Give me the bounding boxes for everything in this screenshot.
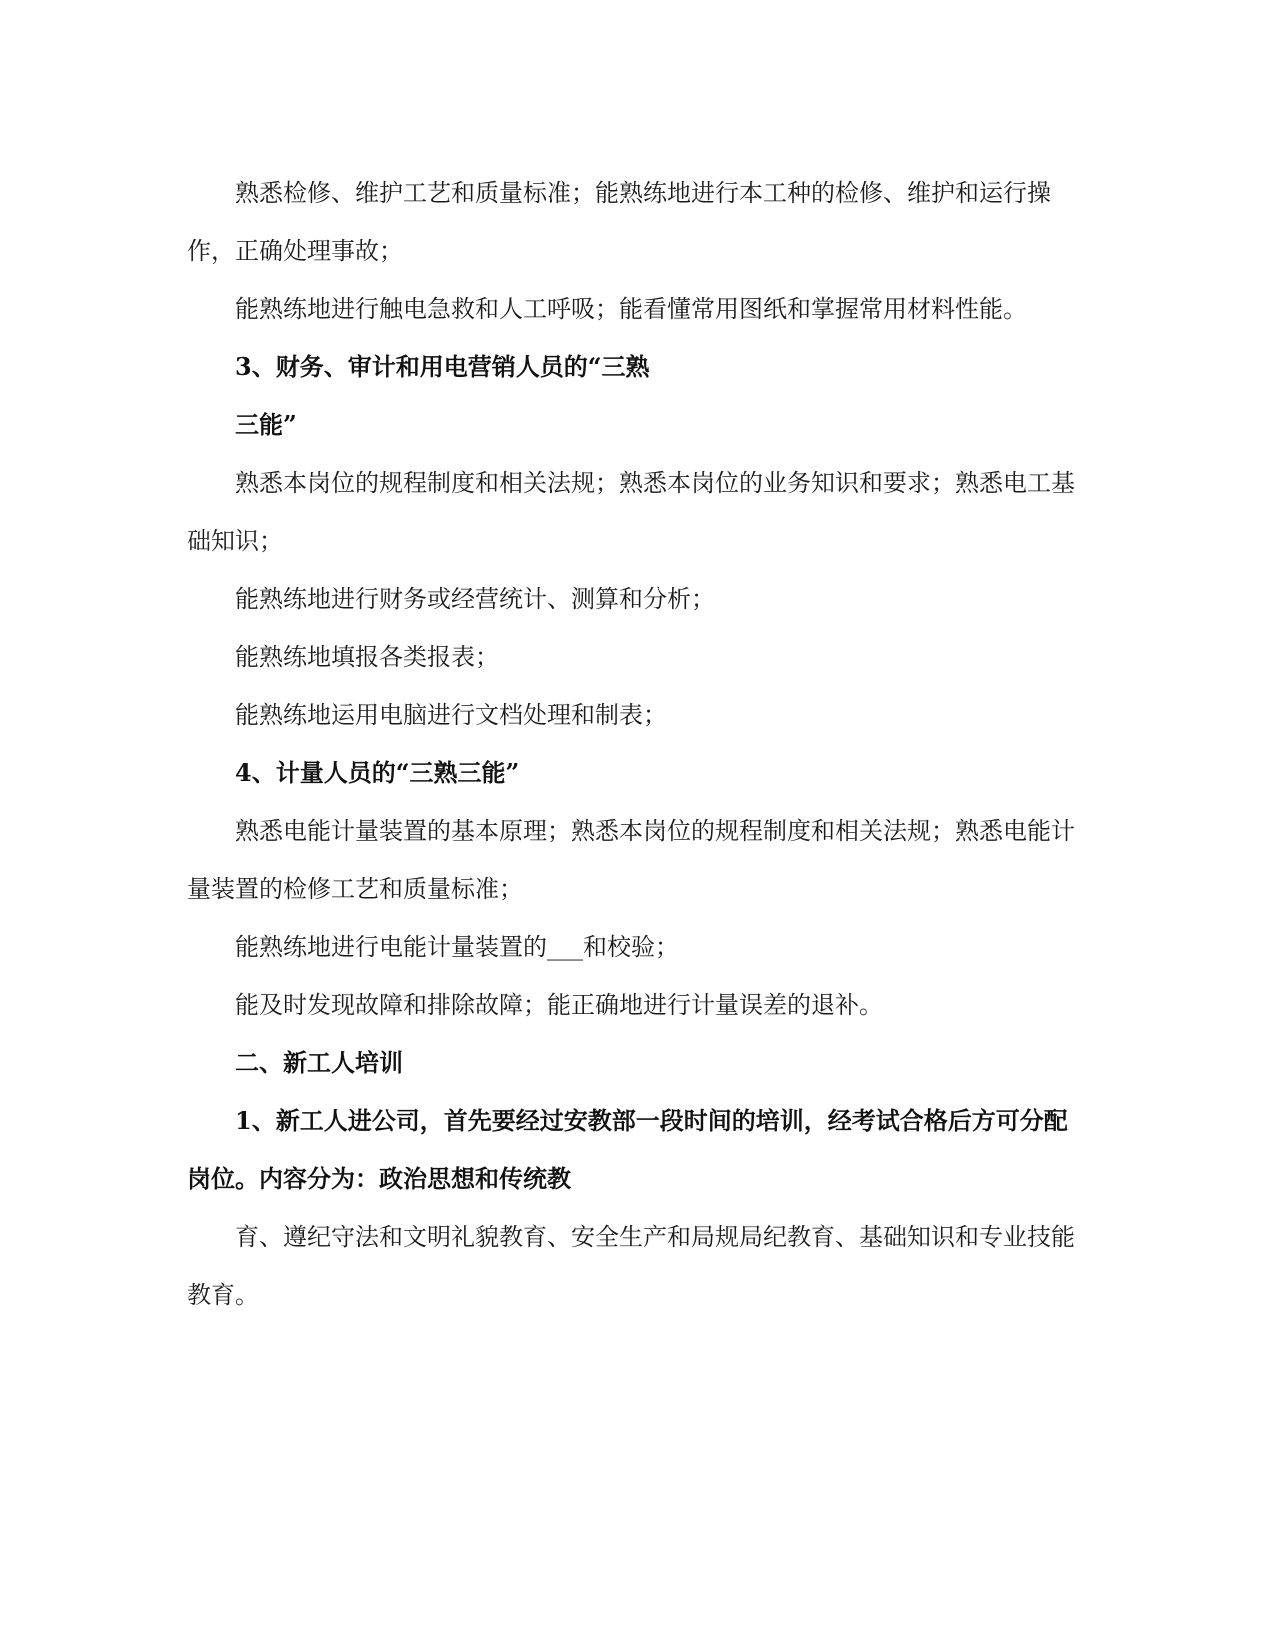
document-body xyxy=(187,164,1087,1324)
paragraph-metering-knowledge: 熟悉电能计量装置的基本原理；熟悉本岗位的规程制度和相关法规；熟悉电能计量装置的检修工艺和质量标准； xyxy=(187,817,1075,903)
paragraph-metering-calibration: 能熟练地进行电能计量装置的___和校验； xyxy=(235,933,679,961)
paragraph-education-content: 育、遵纪守法和文明礼貌教育、安全生产和局规局纪教育、基础知识和专业技能教育。 xyxy=(187,1223,1075,1309)
paragraph-maintenance-standards: 熟悉检修、维护工艺和质量标准；能熟练地进行本工种的检修、维护和运行操作，正确处理事故； xyxy=(187,179,1051,265)
heading-new-worker-training: 二、新工人培训 xyxy=(235,1048,403,1077)
paragraph-finance-knowledge: 熟悉本岗位的规程制度和相关法规；熟悉本岗位的业务知识和要求；熟悉电工基础知识； xyxy=(187,469,1075,555)
heading-finance-audit: 3、财务、审计和用电营销人员的“三熟 xyxy=(235,352,650,381)
heading-metering-staff: 4、计量人员的“三熟三能” xyxy=(235,758,520,787)
paragraph-computer-skills: 能熟练地运用电脑进行文档处理和制表； xyxy=(235,701,667,729)
paragraph-fault-handling: 能及时发现故障和排除故障；能正确地进行计量误差的退补。 xyxy=(235,991,883,1019)
paragraph-finance-statistics: 能熟练地进行财务或经营统计、测算和分析； xyxy=(235,585,715,613)
heading-finance-audit-cont: 三能” xyxy=(235,410,297,439)
paragraph-first-aid: 能熟练地进行触电急救和人工呼吸；能看懂常用图纸和掌握常用材料性能。 xyxy=(235,295,1027,323)
paragraph-reports: 能熟练地填报各类报表； xyxy=(235,643,499,671)
paragraph-new-worker-intro: 1、新工人进公司，首先要经过安教部一段时间的培训，经考试合格后方可分配岗位。内容分为：政治思想和传统教 xyxy=(187,1106,1068,1193)
